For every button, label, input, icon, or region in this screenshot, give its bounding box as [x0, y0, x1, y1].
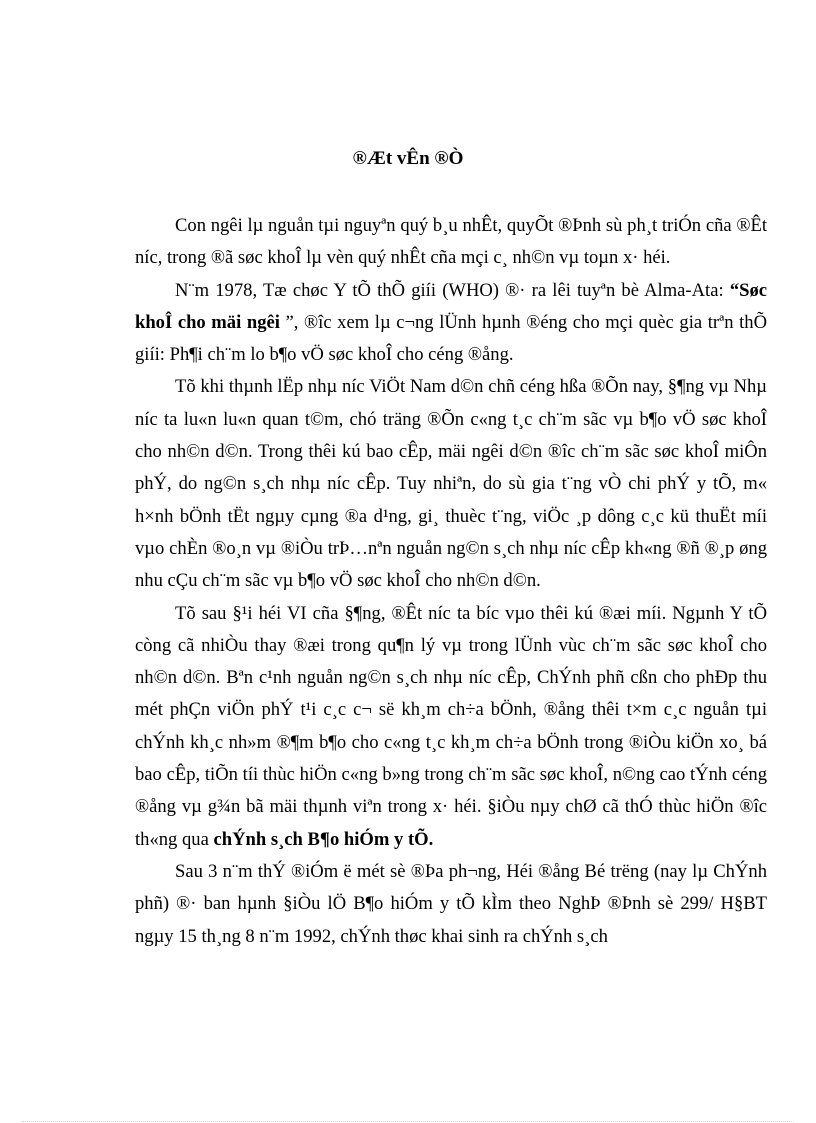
paragraph-4-bold-policy: chÝnh s¸ch B¶o hiÓm y tÕ. [213, 828, 434, 850]
paragraph-5 [135, 856, 767, 953]
page-bottom-divider [22, 1121, 794, 1122]
body-text [135, 210, 767, 953]
paragraph-2-text-a: N¨m 1978, Tæ chøc Y tÕ thÕ giíi (WHO) ®· ra lêi tuyªn bè Alma-Ata: [175, 279, 730, 301]
paragraph-1 [135, 210, 767, 275]
page-title: ®Æt vÊn ®Ò [352, 148, 464, 169]
paragraph-1-text: Con ngêi lµ nguån tµi nguyªn quý b¸u nhÊt, quyÕt ®Þnh sù ph¸t triÓn cña ®Êt níc, trong ®ã søc khoÎ lµ vèn quý nhÊt cña mçi c¸ nh©n vµ toµn x· héi. [135, 215, 767, 269]
paragraph-4 [135, 598, 767, 856]
paragraph-3 [135, 371, 767, 597]
paragraph-5-text: Sau 3 n¨m thÝ ®iÓm ë mét sè ®Þa ph¬ng, Héi ®ång Bé trëng (nay lµ ChÝnh phñ) ®· ban hµnh §iÒu lÖ B¶o hiÓm y tÕ kÌm theo NghÞ ®Þnh sè 299/ H§BT ngµy 15 th¸ng 8 n¨m 1992, chÝnh thøc khai sinh ra chÝnh s¸ch [135, 860, 767, 947]
paragraph-3-text: Tõ khi thµnh lËp nhµ níc ViÖt Nam d©n chñ céng hßa ®Õn nay, §¶ng vµ Nhµ níc ta lu«n lu«n quan t©m, chó träng ®Õn c«ng t¸c ch¨m sãc vµ b¶o vÖ søc khoÎ cho nh©n d©n. Trong thêi kú bao cÊp, mäi ngêi d©n ®îc ch¨m sãc søc khoÎ miÔn phÝ, do ng©n s¸ch nhµ níc cÊp. Tuy nhiªn, do sù gia t¨ng vÒ chi phÝ y tÕ, m« h×nh bÖnh tËt ngµy cµng ®a d¹ng, gi¸ thuèc t¨ng, viÖc ¸p dông c¸c kü thuËt míi vµo chÈn ®o¸n vµ ®iÒu trÞ…nªn nguån ng©n s¸ch nhµ níc cÊp kh«ng ®ñ ®¸p øng nhu cÇu ch¨m sãc vµ b¶o vÖ søc khoÎ cho nh©n d©n. [135, 376, 767, 592]
paragraph-2-bold-quote: “Søc khoÎ cho mäi ngêi [135, 279, 767, 333]
paragraph-2-text-b: ”, ®îc xem lµ c¬ng lÜnh hµnh ®éng cho mçi quèc gia trªn thÕ giíi: Ph¶i ch¨m lo b¶o vÖ søc khoÎ cho céng ®ång. [135, 311, 767, 366]
paragraph-2 [135, 275, 767, 372]
paragraph-4-text: Tõ sau §¹i héi VI cña §¶ng, ®Êt níc ta bíc vµo thêi kú ®æi míi. Ngµnh Y tÕ còng cã nhiÒu thay ®æi trong qu¶n lý vµ trong lÜnh vùc ch¨m sãc søc khoÎ cho nh©n d©n. Bªn c¹nh nguån ng©n s¸ch nhµ níc cÊp, ChÝnh phñ cßn cho phÐp thu mét phÇn viÖn phÝ t¹i c¸c c¬ së kh¸m ch÷a bÖnh, ®ång thêi t×m c¸c nguån tµi chÝnh kh¸c nh»m ®¶m b¶o cho c«ng t¸c kh¸m ch÷a bÖnh trong ®iÒu kiÖn xo¸ bá bao cÊp, tiÕn tíi thùc hiÖn c«ng b»ng trong ch¨m sãc søc khoÎ, n©ng cao tÝnh céng ®ång vµ g¾n bã mäi thµnh viªn trong x· héi. §iÒu nµy chØ cã thÓ thùc hiÖn ®îc th«ng qua [135, 602, 767, 850]
